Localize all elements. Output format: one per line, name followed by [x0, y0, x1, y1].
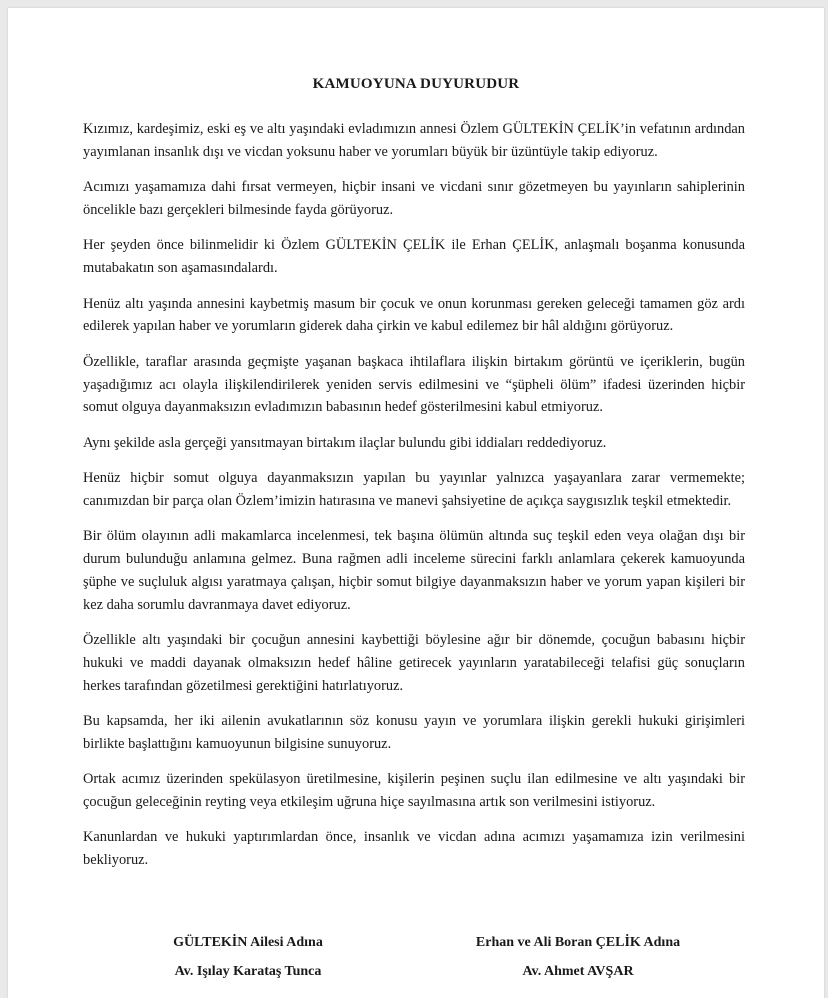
paragraph-7: Henüz hiçbir somut olguya dayanmaksızın yapılan bu yayınlar yalnızca yaşayanlara zarar vermemekte; canımızdan bir parça olan Özlem’imizin hatırasına ve manevi şahsiyetine de açıkça saygısızlık teşkil etmektedir.	[83, 470, 745, 509]
paragraph-2: Acımızı yaşamamıza dahi fırsat vermeyen, hiçbir insani ve vicdani sınır gözetmeyen bu yayınların sahiplerinin öncelikle bazı gerçekleri bilmesinde fayda görüyoruz.	[83, 179, 745, 218]
paragraph-10: Bu kapsamda, her iki ailenin avukatlarının söz konusu yayın ve yorumlara ilişkin gerekli hukuki girişimleri birlikte başlattığını kamuoyunun bilgisine sunuyoruz.	[83, 713, 745, 752]
paragraph-3: Her şeyden önce bilinmelidir ki Özlem GÜLTEKİN ÇELİK ile Erhan ÇELİK, anlaşmalı boşanma konusunda mutabakatın son aşamasındalardı.	[83, 237, 745, 277]
paragraph-8: Bir ölüm olayının adli makamlarca incelenmesi, tek başına ölümün altında suç teşkil eden veya olağan dışı bir durum bulunduğu anlamına gelmez. Buna rağmen adli inceleme sürecini farklı anlamlara çekerek kamuoyunda şüphe ve suçluluk algısı yaratmaya çalışan, hiçbir somut bilgiye dayanmaksızın haber ve yorum yapan kişileri bir kez daha sorumlu davranmaya davet ediyoruz.	[83, 528, 745, 613]
signature-right-party: Erhan ve Ali Boran ÇELİK Adına	[475, 935, 681, 950]
document-title: KAMUOYUNA DUYURUDUR	[312, 76, 520, 92]
document-page	[8, 8, 824, 998]
paragraph-12: Kanunlardan ve hukuki yaptırımlardan önce, insanlık ve vicdan adına acımızı yaşamamıza izin verilmesini bekliyoruz.	[83, 829, 745, 869]
signature-right-lawyer: Av. Ahmet AVŞAR	[522, 964, 634, 979]
paragraph-5: Özellikle, taraflar arasında geçmişte yaşanan başkaca ihtilaflara ilişkin birtakım görüntü ve içeriklerin, bugün yaşadığımız acı olayla ilişkilendirilerek yeniden servis edilmesini ve “şüpheli ölüm” ifadesi üzerinden hiçbir somut olguya dayanmaksızın evladımızın babasının hedef gösterilmesini kabul etmiyoruz.	[83, 353, 745, 416]
signature-left-party: GÜLTEKİN Ailesi Adına	[173, 935, 323, 950]
paragraph-1: Kızımız, kardeşimiz, eski eş ve altı yaşındaki evladımızın annesi Özlem GÜLTEKİN ÇELİK’in vefatının ardından yayımlanan insanlık dışı ve vicdan yoksunu haber ve yorumları büyük bir üzüntüyle takip ediyoruz.	[83, 121, 745, 160]
paragraph-6: Aynı şekilde asla gerçeği yansıtmayan birtakım ilaçlar bulundu gibi iddiaları reddediyoruz.	[83, 434, 607, 451]
signature-left-lawyer: Av. Işılay Karataş Tunca	[174, 964, 322, 979]
document-body	[83, 118, 745, 885]
paragraph-9: Özellikle altı yaşındaki bir çocuğun annesini kaybettiği böylesine ağır bir dönemde, çocuğun babasını hiçbir hukuki ve maddi dayanak olmaksızın hedef hâline getirecek yayınların yaratabileceği telafisi güç sonuçların herkes tarafından gözetilmesi gerektiğini hatırlatıyoruz.	[83, 632, 745, 694]
paragraph-4: Henüz altı yaşında annesini kaybetmiş masum bir çocuk ve onun korunması gereken geleceği tamamen göz ardı edilerek yapılan haber ve yorumların giderek daha çirkin ve kabul edilemez bir hâl aldığını görüyoruz.	[83, 295, 745, 335]
paragraph-11: Ortak acımız üzerinden spekülasyon üretilmesine, kişilerin peşinen suçlu ilan edilmesine ve altı yaşındaki bir çocuğun geleceğinin reyting veya etkileşim uğruna hiçe sayılmasına artık son verilmesini istiyoruz.	[83, 771, 745, 811]
signature-block-gultekin	[98, 928, 398, 986]
signature-block-celik	[428, 928, 728, 986]
